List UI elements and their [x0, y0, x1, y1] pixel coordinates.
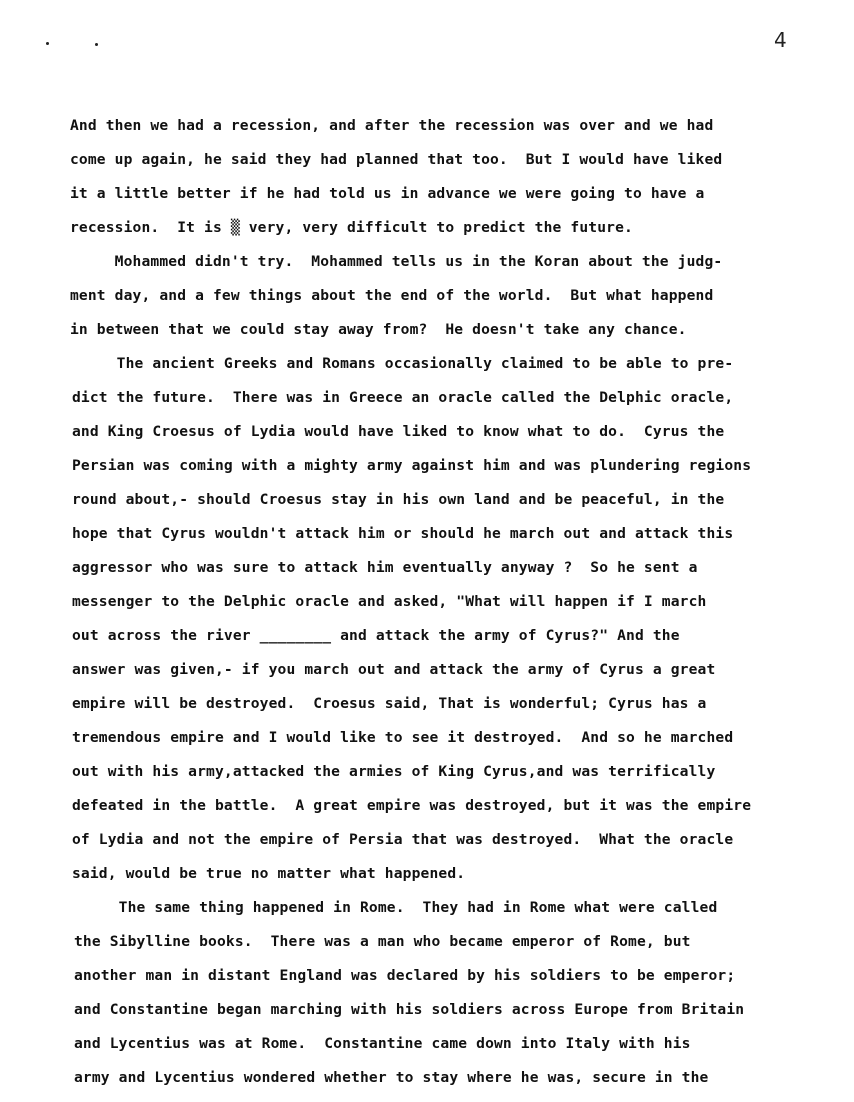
text-line: out with his army,attacked the armies of King Cyrus,and was terrifically [72, 763, 716, 780]
speck-mark [95, 43, 98, 46]
text-line: Persian was coming with a mighty army against him and was plundering regions [72, 457, 752, 474]
text-line: ment day, and a few things about the end of the world. But what happend [70, 287, 714, 304]
text-line: and Lycentius was at Rome. Constantine came down into Italy with his [74, 1035, 691, 1052]
text-line: round about,- should Croesus stay in his own land and be peaceful, in the [72, 491, 725, 508]
text-line: tremendous empire and I would like to see it destroyed. And so he marched [72, 729, 734, 746]
text-line: the Sibylline books. There was a man who became emperor of Rome, but [74, 933, 691, 950]
text-line: messenger to the Delphic oracle and asked, "What will happen if I march [72, 593, 707, 610]
text-line: out across the river ________ and attack the army of Cyrus?" And the [72, 627, 680, 644]
text-line: The same thing happened in Rome. They had in Rome what were called [74, 899, 718, 916]
text-line: The ancient Greeks and Romans occasionally claimed to be able to pre- [72, 355, 734, 372]
text-line: said, would be true no matter what happened. [72, 865, 466, 882]
text-line: army and Lycentius wondered whether to stay where he was, secure in the [74, 1069, 709, 1086]
text-line: hope that Cyrus wouldn't attack him or should he march out and attack this [72, 525, 734, 542]
text-line: defeated in the battle. A great empire was destroyed, but it was the empire [72, 797, 752, 814]
text-line: and King Croesus of Lydia would have liked to know what to do. Cyrus the [72, 423, 725, 440]
text-line: come up again, he said they had planned that too. But I would have liked [70, 151, 723, 168]
text-line: Mohammed didn't try. Mohammed tells us in the Koran about the judg- [70, 253, 723, 270]
text-line: aggressor who was sure to attack him eventually anyway ? So he sent a [72, 559, 698, 576]
text-line: empire will be destroyed. Croesus said, That is wonderful; Cyrus has a [72, 695, 707, 712]
text-line: answer was given,- if you march out and attack the army of Cyrus a great [72, 661, 716, 678]
page-number: 4 [774, 28, 787, 52]
text-line: another man in distant England was declared by his soldiers to be emperor; [74, 967, 736, 984]
speck-mark [46, 42, 49, 45]
text-line: and Constantine began marching with his soldiers across Europe from Britain [74, 1001, 745, 1018]
text-line: it a little better if he had told us in advance we were going to have a [70, 185, 705, 202]
text-line: of Lydia and not the empire of Persia that was destroyed. What the oracle [72, 831, 734, 848]
text-line: And then we had a recession, and after the recession was over and we had [70, 117, 714, 134]
text-line: recession. It is ▒ very, very difficult to predict the future. [70, 219, 633, 236]
text-line: dict the future. There was in Greece an oracle called the Delphic oracle, [72, 389, 734, 406]
text-line: in between that we could stay away from? He doesn't take any chance. [70, 321, 687, 338]
